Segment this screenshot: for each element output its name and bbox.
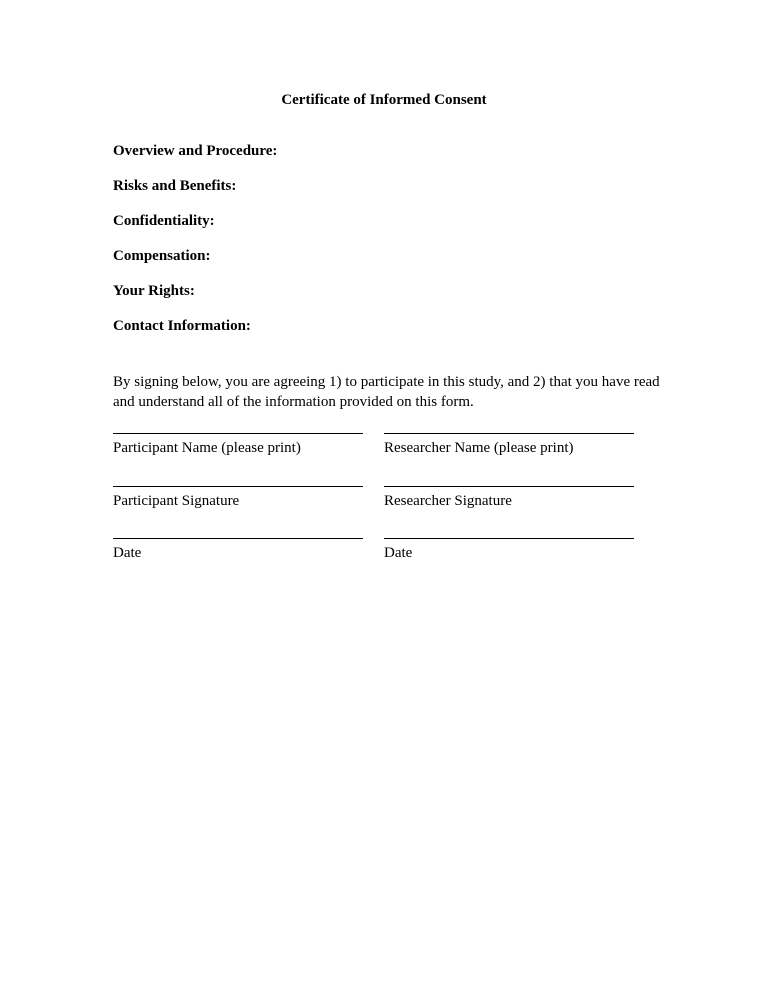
participant-date-block[interactable] xyxy=(113,538,363,562)
participant-signature-label: Participant Signature xyxy=(113,493,240,509)
section-risks-heading: Risks and Benefits: xyxy=(113,178,237,194)
section-rights-heading: Your Rights: xyxy=(113,283,195,299)
researcher-date-block[interactable] xyxy=(384,538,634,562)
section-compensation-heading: Compensation: xyxy=(113,248,211,264)
participant-name-label: Participant Name (please print) xyxy=(113,440,301,456)
researcher-name-line[interactable] xyxy=(384,433,634,434)
section-confidentiality-heading: Confidentiality: xyxy=(113,213,215,229)
page-title: Certificate of Informed Consent xyxy=(281,92,487,108)
participant-name-block[interactable] xyxy=(113,433,363,457)
participant-date-label: Date xyxy=(113,545,142,561)
participant-signature-line[interactable] xyxy=(113,486,363,487)
consent-statement: By signing below, you are agreeing 1) to participate in this study, and 2) that you have read and understand all of the information provided on this form. xyxy=(113,374,660,410)
participant-date-line[interactable] xyxy=(113,538,363,539)
participant-name-line[interactable] xyxy=(113,433,363,434)
researcher-signature-line[interactable] xyxy=(384,486,634,487)
researcher-signature-block[interactable] xyxy=(384,486,634,510)
section-contact-heading: Contact Information: xyxy=(113,318,251,334)
researcher-name-block[interactable] xyxy=(384,433,634,457)
participant-signature-block[interactable] xyxy=(113,486,363,510)
researcher-date-label: Date xyxy=(384,545,413,561)
section-overview-heading: Overview and Procedure: xyxy=(113,143,278,159)
researcher-signature-label: Researcher Signature xyxy=(384,493,512,509)
researcher-name-label: Researcher Name (please print) xyxy=(384,440,574,456)
researcher-date-line[interactable] xyxy=(384,538,634,539)
